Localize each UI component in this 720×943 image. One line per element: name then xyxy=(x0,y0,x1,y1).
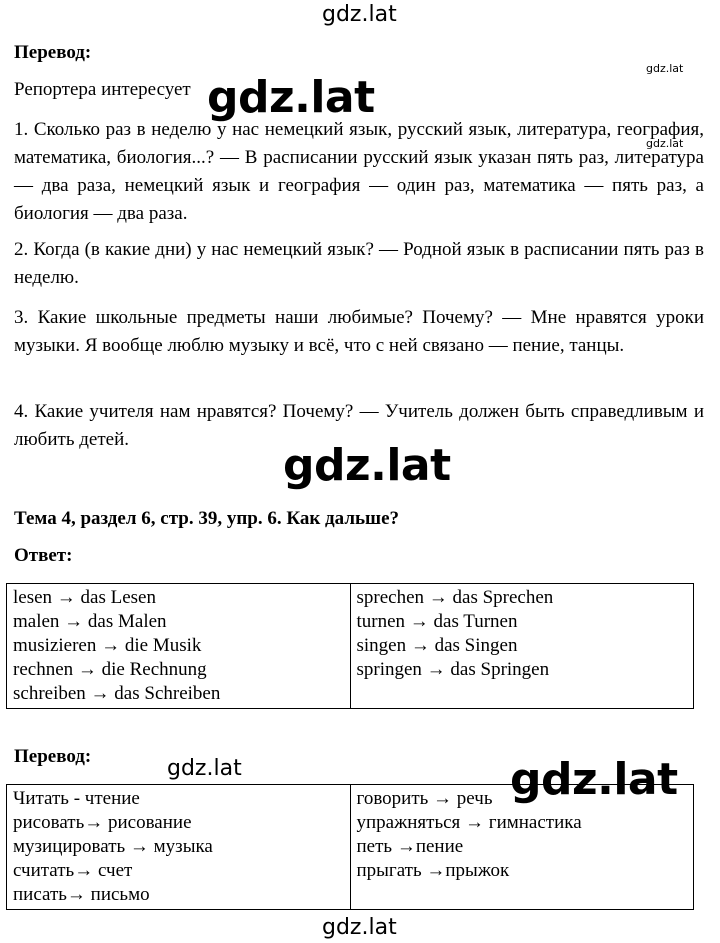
word-pair: говорить → речь xyxy=(356,788,493,809)
word-pair: malen → das Malen xyxy=(13,611,167,632)
table-cell-left xyxy=(7,584,351,709)
paragraph-item: 3. Какие школьные предметы наши любимые? Почему? — Мне нравятся уроки музыки. Я вообще люблю музыку и всё, что с ней связано — пение, танцы. xyxy=(14,307,704,356)
watermark-top: gdz.lat xyxy=(322,2,397,27)
word-pair: rechnen → die Rechnung xyxy=(13,659,207,680)
watermark-medium: gdz.lat xyxy=(167,756,242,781)
intro-text: Репортера интересует xyxy=(14,79,191,100)
word-pair: считать→ счет xyxy=(13,860,133,881)
watermark-large: gdz.lat xyxy=(283,440,451,491)
answer-heading: Ответ: xyxy=(14,545,73,566)
task-heading: Тема 4, раздел 6, стр. 39, упр. 6. Как дальше? xyxy=(14,508,400,529)
word-pair: singen → das Singen xyxy=(356,635,518,656)
paragraph-item: 2. Когда (в какие дни) у нас немецкий язык? — Родной язык в расписании пять раз в неделю. xyxy=(14,239,704,288)
translation-heading: Перевод: xyxy=(14,42,92,63)
watermark-small: gdz.lat xyxy=(646,62,684,75)
word-pair: springen → das Springen xyxy=(356,659,550,680)
word-pair: рисовать→ рисование xyxy=(13,812,192,833)
watermark-large: gdz.lat xyxy=(207,72,375,123)
translation-heading: Перевод: xyxy=(14,746,92,767)
word-pair: Читать - чтение xyxy=(13,788,140,809)
word-pair: schreiben → das Schreiben xyxy=(13,683,221,704)
word-pair: lesen → das Lesen xyxy=(13,587,156,608)
watermark-bottom: gdz.lat xyxy=(322,915,397,940)
word-pair: прыгать →прыжок xyxy=(356,860,510,881)
word-pair: петь →пение xyxy=(356,836,464,857)
word-pair: писать→ письмо xyxy=(13,884,150,905)
word-pair: turnen → das Turnen xyxy=(356,611,518,632)
table-cell-right xyxy=(350,584,694,709)
table-cell-left xyxy=(7,785,351,910)
word-pair: упражняться → гимнастика xyxy=(356,812,582,833)
table-row xyxy=(7,584,694,709)
answer-table xyxy=(6,583,694,709)
watermark-large: gdz.lat xyxy=(510,754,678,805)
watermark-small: gdz.lat xyxy=(646,137,684,150)
word-pair: musizieren → die Musik xyxy=(13,635,202,656)
paragraph-item: 4. Какие учителя нам нравятся? Почему? — Учитель должен быть справедливым и любить детей. xyxy=(14,401,704,450)
paragraph-item: 1. Сколько раз в неделю у нас немецкий язык, русский язык, литература, география, математика, биология...? — В расписании русский язык указан пять раз, литература — два раза, немецкий язык и география — один раз, математика — пять раз, а биология — два раза. xyxy=(14,119,704,224)
word-pair: sprechen → das Sprechen xyxy=(356,587,554,608)
word-pair: музицировать → музыка xyxy=(13,836,213,857)
